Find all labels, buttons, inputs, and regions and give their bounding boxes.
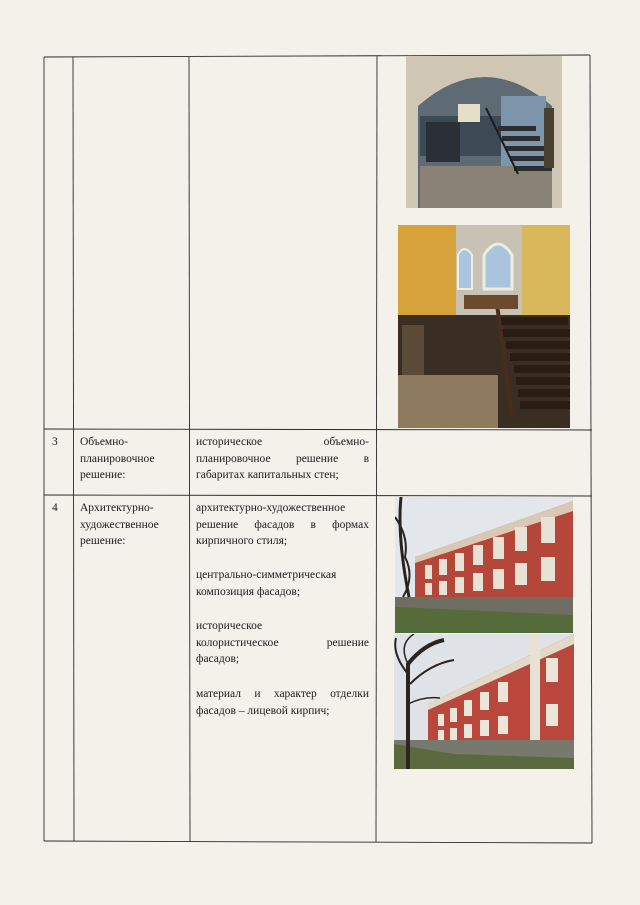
- row-3-number: [52, 434, 58, 451]
- p4-line-1: материал и характер отделки: [196, 688, 369, 700]
- p3-line-1: историческое: [196, 620, 263, 632]
- p1-line-3: кирпичного стиля;: [196, 535, 288, 547]
- row-number: 4: [52, 502, 58, 514]
- row-4-paragraph-3: [196, 618, 369, 668]
- row-4-label-line-1: Архитектурно-: [80, 502, 154, 514]
- p1-line-1: архитектурно-художественное: [196, 502, 346, 514]
- facade-photo-2: [394, 634, 574, 769]
- p3-line-2: колористическое решение: [196, 636, 369, 649]
- row-4-paragraph-2: [196, 567, 369, 600]
- row-4-paragraph-4: [196, 686, 369, 719]
- row-4-label: [80, 500, 184, 550]
- row-4-number: [52, 500, 58, 517]
- row-3-description: [196, 434, 369, 484]
- row-number: 3: [52, 436, 58, 448]
- row-3-label-line-2: планировочное: [80, 452, 155, 465]
- p4-line-2: фасадов – лицевой кирпич;: [196, 704, 330, 717]
- staircase-arch-photo: [406, 56, 562, 208]
- row-3-desc-line-2: планировочное решение в: [196, 452, 369, 465]
- row-4-label-line-2: художественное: [80, 518, 159, 531]
- row-3-label-line-3: решение:: [80, 469, 126, 481]
- row-4-paragraph-1: [196, 500, 369, 550]
- row-3-desc-line-1: историческое объемно-: [196, 436, 369, 448]
- row-3-label-line-1: Объемно-: [80, 436, 128, 448]
- staircase-window-photo: [398, 225, 570, 428]
- row-3-desc-line-3: габаритах капитальных стен;: [196, 469, 339, 481]
- p3-line-3: фасадов;: [196, 653, 240, 665]
- row-4-label-line-3: решение:: [80, 535, 126, 547]
- row-3-label: [80, 434, 184, 484]
- p2-line-2: композиция фасадов;: [196, 585, 301, 598]
- p2-line-1: центрально-симметрическая: [196, 569, 337, 581]
- p1-line-2: решение фасадов в формах: [196, 518, 369, 531]
- facade-photo-1: [395, 497, 573, 633]
